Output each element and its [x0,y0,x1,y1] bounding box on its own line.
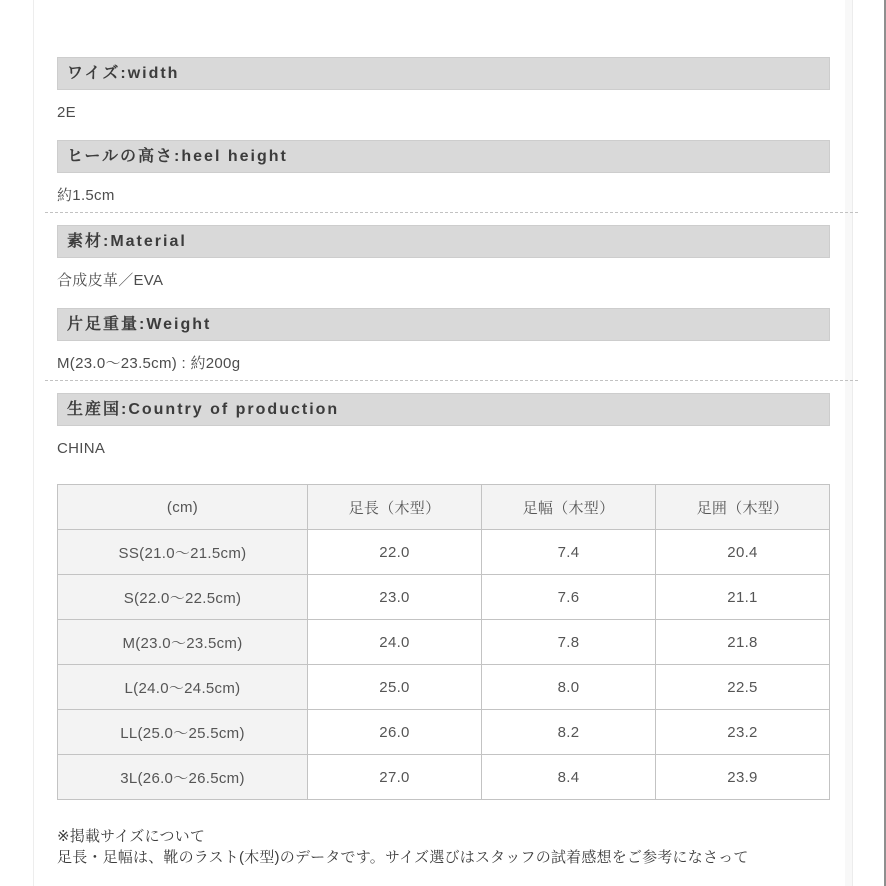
cell-girth: 21.8 [656,620,830,665]
table-row [58,530,830,575]
spec-value-material: 合成皮革／EVA [57,272,164,289]
cell-width: 8.4 [482,755,656,800]
cell-size: L(24.0～24.5cm) [58,665,308,710]
table-row [58,755,830,800]
dashed-divider [45,380,858,381]
cell-length: 27.0 [308,755,482,800]
size-note-body: 足長・足幅は、靴のラスト(木型)のデータです。サイズ選びはスタッフの試着感想をご参考になさって [57,849,749,866]
spec-content [57,57,830,868]
spec-header-heel-height: ヒールの高さ:heel height [57,140,830,173]
spec-header-width: ワイズ:width [57,57,830,90]
cell-width: 8.2 [482,710,656,755]
spec-value-country: CHINA [57,440,106,457]
cell-length: 26.0 [308,710,482,755]
cell-length: 24.0 [308,620,482,665]
page-right-band [845,0,852,886]
size-table [57,484,830,800]
page-right-edge [852,0,853,886]
cell-girth: 20.4 [656,530,830,575]
col-header-size: (cm) [58,485,308,530]
cell-size: S(22.0～22.5cm) [58,575,308,620]
table-row [58,710,830,755]
size-note [57,826,830,868]
cell-width: 7.6 [482,575,656,620]
cell-width: 8.0 [482,665,656,710]
cell-width: 7.4 [482,530,656,575]
cell-girth: 23.9 [656,755,830,800]
cell-size: LL(25.0～25.5cm) [58,710,308,755]
size-note-title: ※掲載サイズについて [57,828,206,845]
spec-value-heel-height: 約1.5cm [57,187,115,204]
cell-girth: 21.1 [656,575,830,620]
cell-size: SS(21.0～21.5cm) [58,530,308,575]
col-header-width: 足幅（木型） [482,485,656,530]
table-row [58,665,830,710]
table-row [58,575,830,620]
spec-header-material: 素材:Material [57,225,830,258]
cell-width: 7.8 [482,620,656,665]
cell-length: 22.0 [308,530,482,575]
col-header-length: 足長（木型） [308,485,482,530]
dashed-divider [45,212,858,213]
cell-size: 3L(26.0～26.5cm) [58,755,308,800]
spec-value-width: 2E [57,104,76,121]
spec-header-country: 生産国:Country of production [57,393,830,426]
size-table-header-row [58,485,830,530]
cell-length: 25.0 [308,665,482,710]
cell-girth: 23.2 [656,710,830,755]
cell-length: 23.0 [308,575,482,620]
col-header-girth: 足囲（木型） [656,485,830,530]
cell-girth: 22.5 [656,665,830,710]
spec-header-weight: 片足重量:Weight [57,308,830,341]
table-row [58,620,830,665]
page-left-edge [33,0,34,886]
cell-size: M(23.0～23.5cm) [58,620,308,665]
spec-value-weight: M(23.0～23.5cm) : 約200g [57,355,241,372]
